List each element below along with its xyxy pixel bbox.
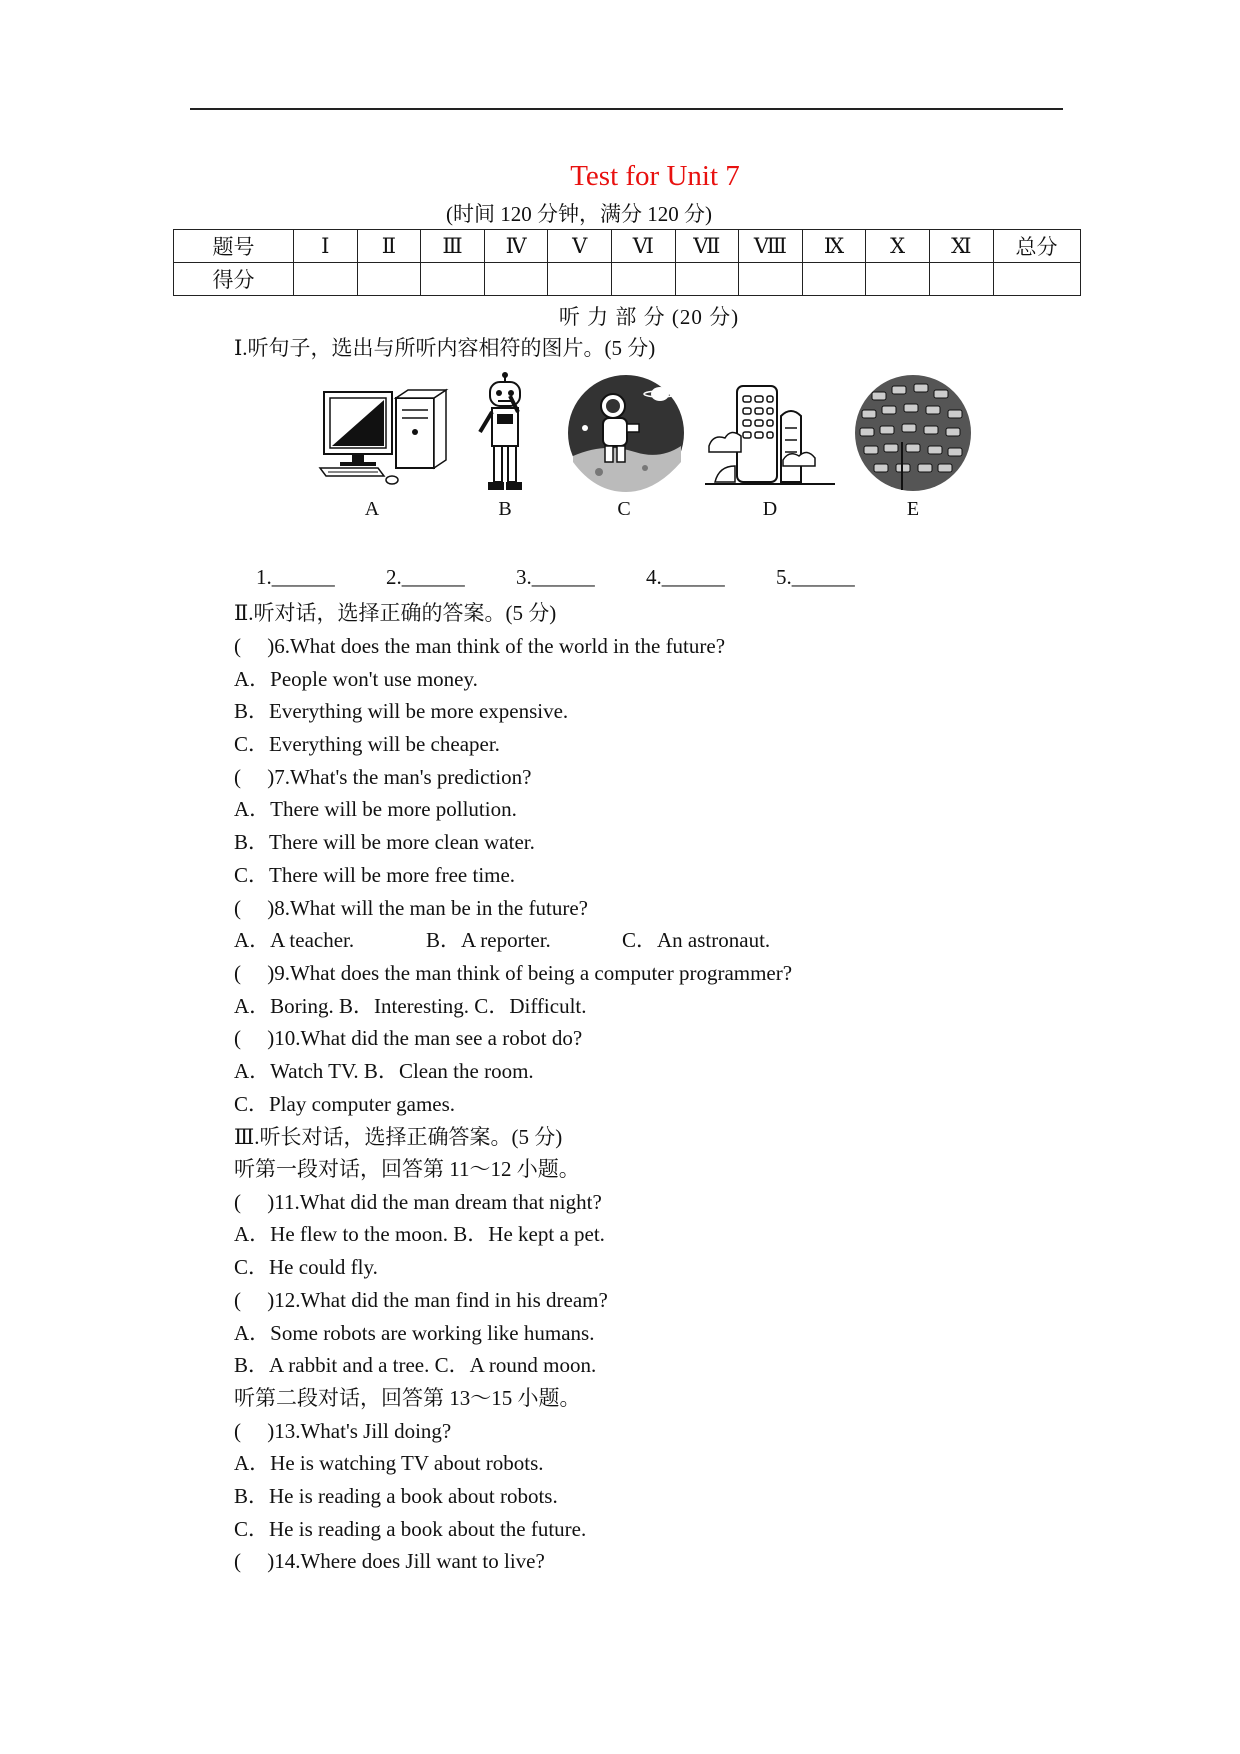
q10-options-ab: A．Watch TV. B．Clean the room. bbox=[234, 1059, 534, 1083]
q7-option-c: C．There will be more free time. bbox=[234, 863, 516, 887]
q11-option-c: C．He could fly. bbox=[234, 1255, 378, 1279]
score-col-8: Ⅷ bbox=[739, 230, 803, 263]
q10-option-c: C．Play computer games. bbox=[234, 1092, 456, 1116]
q13-option-b: B．He is reading a book about robots. bbox=[234, 1484, 558, 1508]
score-table-score-row bbox=[174, 263, 1081, 296]
q12-option-a: A．Some robots are working like humans. bbox=[234, 1321, 595, 1345]
answer-blanks bbox=[256, 565, 901, 590]
answer-blank-4[interactable]: 4.______ bbox=[646, 565, 725, 589]
question-12: ( )12.What did the man find in his dream? bbox=[234, 1288, 608, 1312]
dialogue-2-instruction: 听第二段对话，回答第 13～15 小题。 bbox=[234, 1386, 581, 1410]
question-6: ( )6.What does the man think of the world in the future? bbox=[234, 634, 726, 658]
question-9: ( )9.What does the man think of being a computer programmer? bbox=[234, 961, 793, 985]
picture-label-c: C bbox=[617, 498, 631, 520]
score-col-9: Ⅸ bbox=[802, 230, 866, 263]
score-col-1: Ⅰ bbox=[294, 230, 358, 263]
q13-option-a: A．He is watching TV about robots. bbox=[234, 1451, 544, 1475]
answer-blank-2[interactable]: 2.______ bbox=[386, 565, 465, 589]
score-table-header-row bbox=[174, 230, 1081, 263]
score-col-4: Ⅳ bbox=[484, 230, 548, 263]
answer-blank-1[interactable]: 1.______ bbox=[256, 565, 335, 589]
score-col-3: Ⅲ bbox=[421, 230, 485, 263]
score-col-7: Ⅶ bbox=[675, 230, 739, 263]
score-cell[interactable] bbox=[675, 263, 739, 296]
page-title: Test for Unit 7 bbox=[570, 160, 740, 192]
dialogue-1-instruction: 听第一段对话，回答第 11～12 小题。 bbox=[234, 1157, 580, 1181]
score-cell[interactable] bbox=[739, 263, 803, 296]
city-buildings-icon bbox=[705, 372, 835, 494]
score-cell[interactable] bbox=[421, 263, 485, 296]
q11-options-ab: A．He flew to the moon. B．He kept a pet. bbox=[234, 1222, 605, 1246]
q6-option-a: A．People won't use money. bbox=[234, 667, 478, 691]
score-col-11: Ⅺ bbox=[929, 230, 993, 263]
q12-options-bc: B．A rabbit and a tree. C．A round moon. bbox=[234, 1353, 597, 1377]
picture-label-e: E bbox=[906, 498, 920, 520]
q8-option-a: A．A teacher. bbox=[234, 928, 355, 952]
q7-option-a: A．There will be more pollution. bbox=[234, 797, 517, 821]
question-7: ( )7.What's the man's prediction? bbox=[234, 765, 532, 789]
question-11: ( )11.What did the man dream that night? bbox=[234, 1190, 602, 1214]
score-cell[interactable] bbox=[294, 263, 358, 296]
q13-option-c: C．He is reading a book about the future. bbox=[234, 1517, 587, 1541]
score-col-5: Ⅴ bbox=[548, 230, 612, 263]
robot-icon bbox=[470, 372, 540, 494]
score-col-6: Ⅵ bbox=[611, 230, 675, 263]
answer-blank-5[interactable]: 5.______ bbox=[776, 565, 855, 589]
score-table bbox=[173, 229, 1081, 296]
q8-option-c: C．An astronaut. bbox=[622, 928, 771, 952]
computer-icon bbox=[318, 372, 450, 494]
q8-option-b: B．A reporter. bbox=[426, 928, 551, 952]
astronaut-icon bbox=[565, 372, 687, 494]
q7-option-b: B．There will be more clean water. bbox=[234, 830, 535, 854]
section-title: 听 力 部 分 (20 分) bbox=[558, 305, 740, 329]
answer-blank-3[interactable]: 3.______ bbox=[516, 565, 595, 589]
picture-label-b: B bbox=[498, 498, 512, 520]
score-cell[interactable] bbox=[611, 263, 675, 296]
traffic-jam-icon bbox=[852, 372, 974, 494]
score-cell[interactable] bbox=[802, 263, 866, 296]
part3-heading: Ⅲ.听长对话，选择正确答案。(5 分) bbox=[234, 1125, 563, 1149]
question-10: ( )10.What did the man see a robot do? bbox=[234, 1026, 583, 1050]
score-cell-total[interactable] bbox=[993, 263, 1080, 296]
picture-label-a: A bbox=[364, 498, 380, 520]
header-rule bbox=[190, 108, 1063, 110]
score-cell[interactable] bbox=[866, 263, 930, 296]
score-cell[interactable] bbox=[548, 263, 612, 296]
score-cell[interactable] bbox=[357, 263, 421, 296]
score-col-10: Ⅹ bbox=[866, 230, 930, 263]
q8-options bbox=[234, 924, 770, 954]
q9-options: A．Boring. B．Interesting. C．Difficult. bbox=[234, 994, 587, 1018]
score-col-2: Ⅱ bbox=[357, 230, 421, 263]
question-8: ( )8.What will the man be in the future? bbox=[234, 896, 588, 920]
part1-heading: Ⅰ.听句子，选出与所听内容相符的图片。(5 分) bbox=[234, 336, 656, 360]
score-col-total: 总分 bbox=[993, 230, 1080, 263]
score-table-header-label: 题号 bbox=[174, 230, 294, 263]
q6-option-c: C．Everything will be cheaper. bbox=[234, 732, 500, 756]
q6-option-b: B．Everything will be more expensive. bbox=[234, 699, 569, 723]
score-table-row-label: 得分 bbox=[174, 263, 294, 296]
page-subtitle: (时间 120 分钟，满分 120 分) bbox=[446, 202, 712, 226]
question-13: ( )13.What's Jill doing? bbox=[234, 1419, 452, 1443]
part2-heading: Ⅱ.听对话，选择正确的答案。(5 分) bbox=[234, 601, 557, 625]
score-cell[interactable] bbox=[929, 263, 993, 296]
picture-label-d: D bbox=[762, 498, 778, 520]
question-14: ( )14.Where does Jill want to live? bbox=[234, 1549, 545, 1573]
score-cell[interactable] bbox=[484, 263, 548, 296]
